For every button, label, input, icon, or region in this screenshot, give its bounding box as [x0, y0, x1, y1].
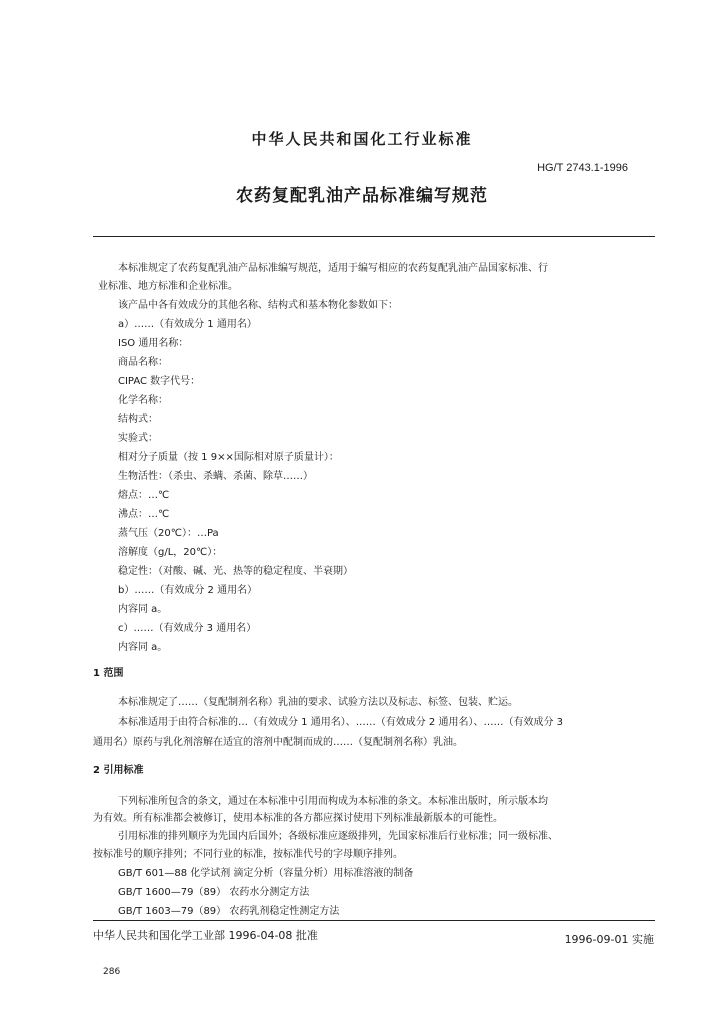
approval-statement: 中华人民共和国化学工业部 1996-04-08 批准 — [93, 929, 318, 942]
section-2-heading: 2 引用标准 — [93, 765, 144, 776]
solubility-field: 溶解度（g/L，20℃）： — [118, 547, 223, 558]
cipac-code-field: CIPAC 数字代号： — [118, 376, 201, 387]
chemical-name-field: 化学名称： — [118, 395, 168, 406]
standard-code: HG/T 2743.1-1996 — [537, 162, 628, 174]
component-a-heading: a）……（有效成分 1 通用名） — [118, 319, 257, 330]
footer-divider — [93, 920, 655, 921]
boiling-point-field: 沸点：…℃ — [118, 509, 170, 520]
section-1-line-3: 通用名）原药与乳化剂溶解在适宜的溶剂中配制而成的……（复配制剂名称）乳油。 — [93, 737, 463, 748]
component-c-heading: c）……（有效成分 3 通用名） — [118, 623, 257, 634]
component-c-note: 内容同 a。 — [118, 642, 168, 653]
section-2-line-3: 引用标准的排列顺序为先国内后国外；各级标准应逐级排列，先国家标准后行业标准；同一级标准、 — [118, 831, 558, 842]
section-2-line-2: 为有效。所有标准都会被修订，使用本标准的各方都应探讨使用下列标准最新版本的可能性。 — [93, 813, 503, 824]
bioactivity-field: 生物活性：（杀虫、杀螨、杀菌、除草……） — [118, 471, 313, 482]
section-1-heading: 1 范围 — [93, 668, 124, 679]
standard-title: 中华人民共和国化工行业标准 — [251, 130, 473, 148]
section-1-line-1: 本标准规定了……（复配制剂名称）乳油的要求、试验方法以及标志、标签、包装、贮运。 — [118, 697, 518, 708]
stability-field: 稳定性：（对酸、碱、光、热等的稳定程度、半衰期） — [118, 566, 353, 577]
section-2-line-1: 下列标准所包含的条文，通过在本标准中引用而构成为本标准的条文。本标准出版时，所示版本均 — [118, 796, 548, 807]
reference-item: GB/T 1603—79（89） 农药乳剂稳定性测定方法 — [118, 906, 340, 917]
intro-paragraph-2: 该产品中各有效成分的其他名称、结构式和基本物化参数如下： — [118, 300, 398, 311]
effective-date: 1996-09-01 实施 — [564, 933, 654, 946]
page-number: 286 — [103, 967, 121, 977]
melting-point-field: 熔点：…℃ — [118, 490, 170, 501]
iso-name-field: ISO 通用名称： — [118, 338, 189, 349]
section-1-line-2: 本标准适用于由符合标准的…（有效成分 1 通用名）、……（有效成分 2 通用名）、……（有效成分 3 — [118, 717, 563, 728]
title-divider — [93, 236, 655, 237]
document-title: 农药复配乳油产品标准编写规范 — [236, 186, 488, 206]
component-b-note: 内容同 a。 — [118, 604, 168, 615]
reference-item: GB/T 1600—79（89） 农药水分测定方法 — [118, 887, 310, 898]
intro-paragraph-1-line-2: 业标准、地方标准和企业标准。 — [98, 281, 238, 292]
molecular-mass-field: 相对分子质量（按 1 9××国际相对原子质量计）： — [118, 452, 339, 463]
reference-item: GB/T 601—88 化学试剂 滴定分析（容量分析）用标准溶液的制备 — [118, 868, 414, 879]
trade-name-field: 商品名称： — [118, 357, 168, 368]
empirical-formula-field: 实验式： — [118, 433, 158, 444]
structure-field: 结构式： — [118, 414, 158, 425]
vapor-pressure-field: 蒸气压（20℃）：…Pa — [118, 528, 219, 539]
intro-paragraph-1-line-1: 本标准规定了农药复配乳油产品标准编写规范，适用于编写相应的农药复配乳油产品国家标准、行 — [118, 263, 548, 274]
section-2-line-4: 按标准号的顺序排列；不同行业的标准，按标准代号的字母顺序排列。 — [93, 849, 403, 860]
component-b-heading: b）……（有效成分 2 通用名） — [118, 585, 258, 596]
